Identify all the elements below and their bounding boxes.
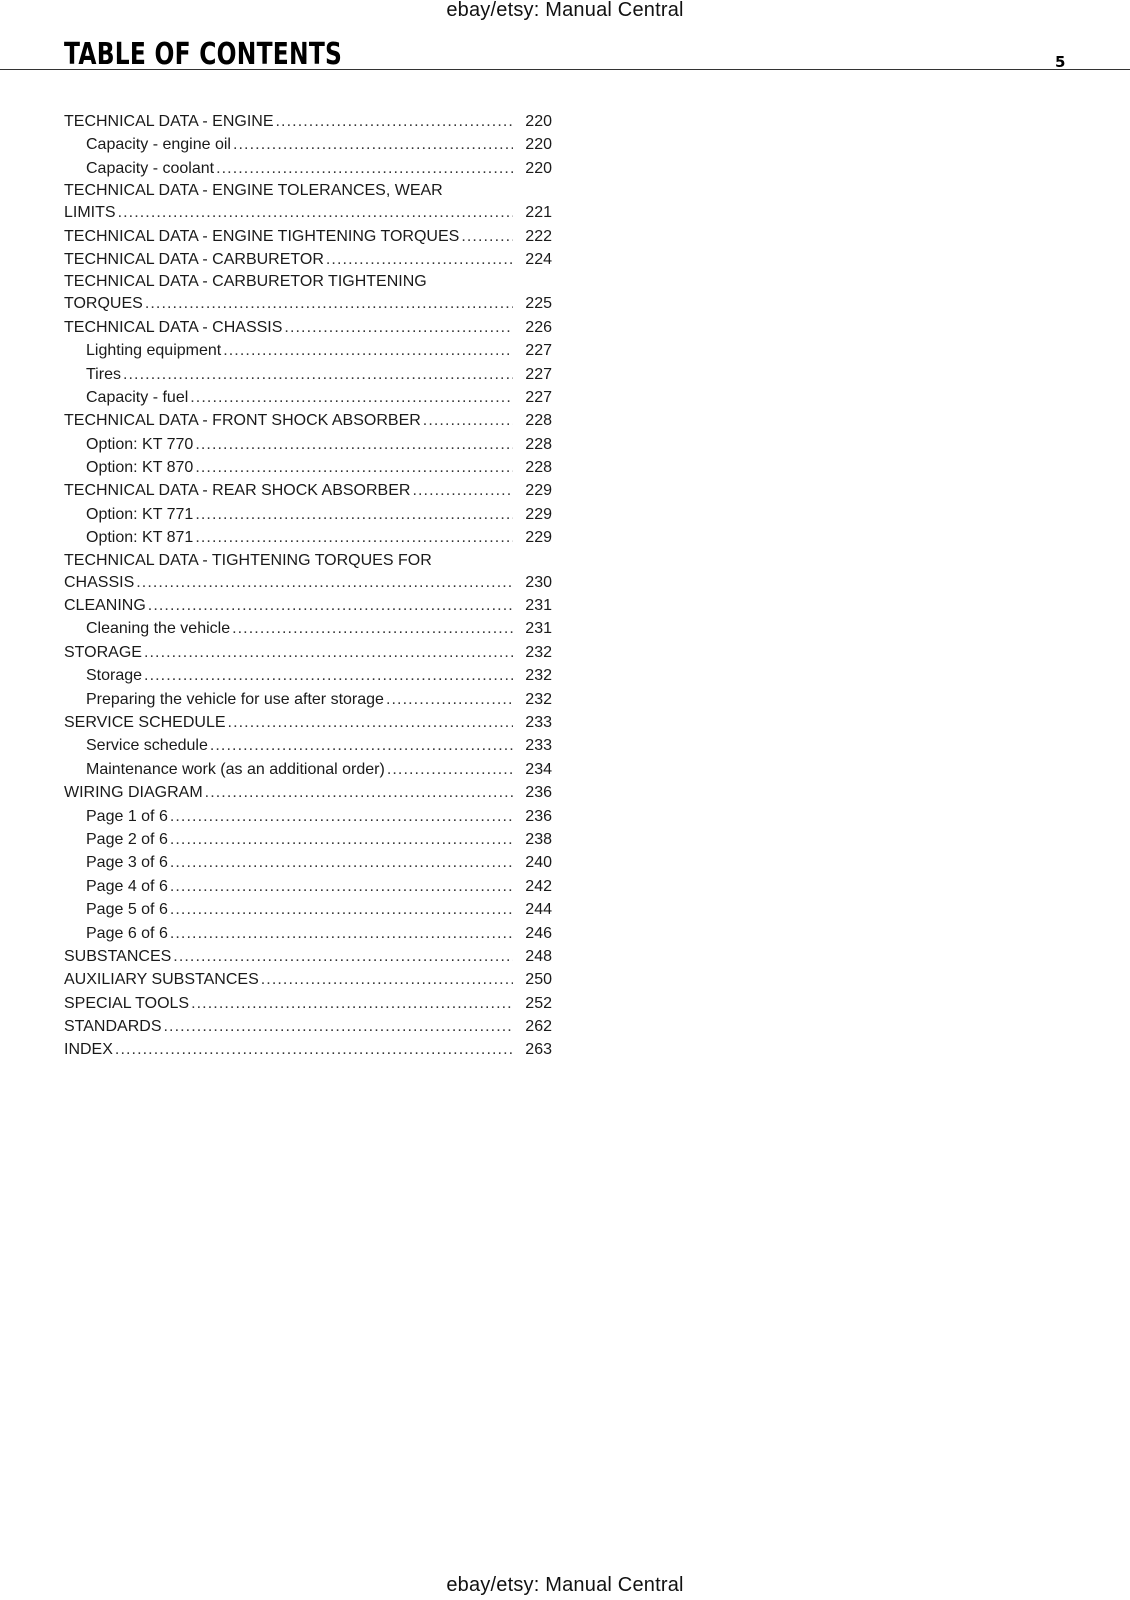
toc-entry[interactable] [64,641,552,664]
toc-entry-page: 220 [525,159,552,177]
dot-leader [232,617,513,640]
toc-entry-label: Service schedule [86,737,208,755]
toc-entry[interactable] [64,945,552,968]
toc-entry-label-continued: TECHNICAL DATA - CARBURETOR TIGHTENING [64,273,427,291]
dot-leader [223,339,513,362]
toc-entry-page: 220 [525,113,552,130]
dot-leader [145,292,513,315]
toc-entry-label-continued: TECHNICAL DATA - ENGINE TOLERANCES, WEAR [64,182,443,200]
toc-entry-page: 232 [525,690,552,708]
toc-entry[interactable] [64,688,552,711]
toc-entry[interactable] [64,664,552,687]
toc-entry[interactable] [64,828,552,851]
toc-entry[interactable] [64,781,552,804]
toc-entry-page: 220 [525,136,552,154]
toc-entry-page: 236 [525,807,552,825]
toc-entry[interactable] [64,433,552,456]
toc-entry-page: 228 [525,435,552,453]
toc-entry-label: Page 2 of 6 [86,830,168,848]
toc-entry-page: 236 [525,784,552,802]
dot-leader [205,781,513,804]
toc-entry-page: 234 [525,760,552,778]
dot-leader [284,316,513,339]
toc-entry-label: Capacity - fuel [86,388,189,406]
toc-entry-page: 227 [525,342,552,360]
toc-entry-page: 229 [525,529,552,547]
toc-entry[interactable] [64,758,552,781]
dot-leader [386,688,513,711]
toc-entry-label: Maintenance work (as an additional order) [86,760,385,778]
toc-entry-label: AUXILIARY SUBSTANCES [64,971,259,989]
dot-leader [195,456,513,479]
toc-entry-label: CHASSIS [64,573,135,591]
header-divider [0,69,1130,70]
dot-leader [261,968,513,991]
toc-entry-label: TECHNICAL DATA - CARBURETOR [64,250,324,268]
toc-entry[interactable] [64,1015,552,1038]
toc-entry[interactable] [64,110,552,133]
toc-entry-page: 222 [525,227,552,245]
toc-entry-page: 221 [525,204,552,222]
toc-entry-label: Option: KT 871 [86,529,194,547]
toc-entry-page: 231 [525,620,552,638]
toc-entry-label: Option: KT 770 [86,435,194,453]
toc-entry[interactable] [64,875,552,898]
toc-entry[interactable] [64,968,552,991]
toc-entry-page: 250 [525,971,552,989]
dot-leader [412,479,513,502]
toc-entry-page: 244 [525,901,552,919]
toc-entry-page: 228 [525,459,552,477]
dot-leader [210,734,513,757]
dot-leader [195,433,513,456]
dot-leader [144,664,513,687]
toc-entry-page: 224 [525,250,552,268]
toc-entry-label: TECHNICAL DATA - CHASSIS [64,318,283,336]
page-title: TABLE OF CONTENTS [64,37,343,72]
toc-entry[interactable] [64,339,552,362]
toc-entry[interactable] [64,711,552,734]
dot-leader [170,898,513,921]
toc-entry-label: TECHNICAL DATA - ENGINE [64,113,274,130]
toc-entry[interactable] [64,363,552,386]
toc-entry[interactable] [64,271,552,315]
dot-leader [170,805,513,828]
toc-entry[interactable] [64,479,552,502]
toc-entry-page: 231 [525,597,552,615]
dot-leader [170,875,513,898]
dot-leader [461,225,513,248]
toc-entry-page: 229 [525,505,552,523]
toc-entry[interactable] [64,180,552,224]
dot-leader [423,409,513,432]
toc-entry-page: 233 [525,737,552,755]
toc-entry-page: 240 [525,854,552,872]
toc-entry[interactable] [64,316,552,339]
toc-entry[interactable] [64,898,552,921]
toc-entry[interactable] [64,1038,552,1061]
toc-entry-label: Preparing the vehicle for use after storage [86,690,384,708]
toc-entry-label: CLEANING [64,597,146,615]
page-number: 5 [1055,53,1066,71]
toc-entry[interactable] [64,594,552,617]
toc-entry[interactable] [64,456,552,479]
toc-entry[interactable] [64,805,552,828]
toc-entry-label-continued: TECHNICAL DATA - TIGHTENING TORQUES FOR [64,551,432,569]
toc-entry-label: Option: KT 870 [86,459,194,477]
toc-entry-page: 263 [525,1041,552,1059]
dot-leader [191,992,513,1015]
toc-entry-label: TECHNICAL DATA - REAR SHOCK ABSORBER [64,482,411,500]
toc-entry-label: Capacity - coolant [86,159,215,177]
toc-entry[interactable] [64,133,552,156]
toc-entry-label: Page 6 of 6 [86,924,168,942]
toc-entry[interactable] [64,922,552,945]
dot-leader [233,133,513,156]
dot-leader [136,571,513,594]
dot-leader [326,248,513,271]
dot-leader [276,110,513,133]
dot-leader [170,828,513,851]
toc-entry-label: WIRING DIAGRAM [64,784,203,802]
toc-entry[interactable] [64,550,552,594]
footer-watermark: ebay/etsy: Manual Central [446,1574,684,1596]
toc-entry-label: TECHNICAL DATA - FRONT SHOCK ABSORBER [64,412,421,430]
toc-entry[interactable] [64,851,552,874]
toc-entry-label: Page 1 of 6 [86,807,168,825]
toc-entry-label: Page 4 of 6 [86,877,168,895]
dot-leader [195,503,513,526]
dot-leader [173,945,513,968]
toc-entry[interactable] [64,734,552,757]
toc-entry-page: 228 [525,412,552,430]
toc-entry-label: Storage [86,667,143,685]
toc-entry-label: STANDARDS [64,1018,162,1036]
toc-entry-page: 262 [525,1018,552,1036]
toc-entry-label: TORQUES [64,295,143,313]
dot-leader [195,526,513,549]
dot-leader [387,758,513,781]
toc-entry-label: SERVICE SCHEDULE [64,713,226,731]
toc-entry-page: 238 [525,830,552,848]
toc-entry-label: Page 3 of 6 [86,854,168,872]
toc-entry-label: LIMITS [64,204,116,222]
toc-entry-label: Option: KT 771 [86,505,194,523]
toc-entry-label: Capacity - engine oil [86,136,231,154]
dot-leader [216,157,513,180]
toc-entry-page: 226 [525,318,552,336]
dot-leader [170,922,513,945]
toc-entry-page: 252 [525,994,552,1012]
toc-entry-page: 248 [525,947,552,965]
toc-entry[interactable] [64,992,552,1015]
toc-entry-page: 232 [525,667,552,685]
dot-leader [144,641,513,664]
toc-entry[interactable] [64,409,552,432]
toc-entry-label: Lighting equipment [86,342,222,360]
toc-entry-label: TECHNICAL DATA - ENGINE TIGHTENING TORQUES [64,227,460,245]
toc-entry-label: Page 5 of 6 [86,901,168,919]
header-watermark: ebay/etsy: Manual Central [446,0,684,21]
dot-leader [228,711,513,734]
toc-entry-label: Cleaning the vehicle [86,620,231,638]
toc-entry[interactable] [64,386,552,409]
toc-entry[interactable] [64,248,552,271]
toc-entry-page: 229 [525,482,552,500]
dot-leader [148,594,513,617]
toc-entry-label: SPECIAL TOOLS [64,994,190,1012]
toc-entry-page: 230 [525,573,552,591]
dot-leader [164,1015,514,1038]
toc-entry[interactable] [64,617,552,640]
toc-entry-page: 246 [525,924,552,942]
toc-entry-page: 233 [525,713,552,731]
dot-leader [115,1038,513,1061]
toc-entry-page: 242 [525,877,552,895]
toc-entry-page: 232 [525,643,552,661]
toc-entry[interactable] [64,503,552,526]
toc-entry-label: STORAGE [64,643,142,661]
dot-leader [170,851,513,874]
toc-entry-label: INDEX [64,1041,113,1059]
toc-entry-page: 227 [525,388,552,406]
toc-entry[interactable] [64,526,552,549]
dot-leader [123,363,513,386]
dot-leader [118,201,513,224]
table-of-contents [64,110,552,1062]
toc-entry-page: 225 [525,295,552,313]
toc-entry-page: 227 [525,365,552,383]
toc-entry[interactable] [64,225,552,248]
toc-entry-label: Tires [86,365,121,383]
dot-leader [190,386,513,409]
toc-entry[interactable] [64,157,552,180]
toc-entry-label: SUBSTANCES [64,947,172,965]
